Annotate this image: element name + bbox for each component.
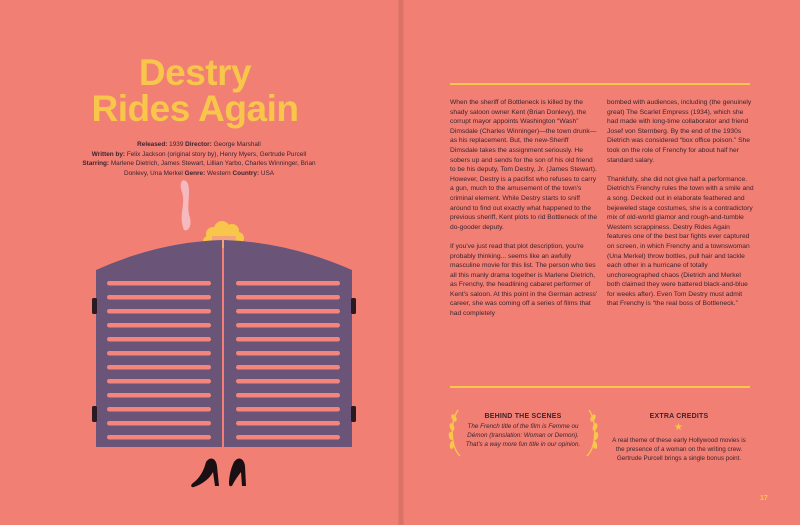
- left-saloon-door: [96, 240, 222, 447]
- director-value: George Marshall: [213, 141, 261, 148]
- laurel-right-icon: [585, 408, 599, 458]
- body-column-1: [450, 98, 598, 328]
- behind-scenes-text: The French title of the film is Femme ou Démon (translation: Woman or Demon). That's a way more fun title in our opinion.: [465, 423, 581, 449]
- written-value: Felix Jackson (original story by), Henry Myers, Gertrude Purcell: [126, 150, 307, 158]
- paragraph: Thankfully, she did not give half a performance. Dietrich's Frenchy rules the town with a smile and a song. Decked out in elaborate feathered and bejeweled stage costumes, she is a contradictory mix of old-world glamor and rough-and-tumble Western scrappiness. Destry Rides Again features one of the best bar fights ever captured on screen, in which Frenchy and a townswoman (Una Merkel) throw bottles, pull hair and tackle each other in a hurricane of totally unchoreographed chaos (Dietrich and Merkel both claimed they were battered black-and-blue for weeks after). Even Tom Destry must admit that Frenchy is “the real boss of Bottleneck.”: [607, 175, 754, 308]
- released-label: Released:: [137, 141, 168, 148]
- paragraph: If you've just read that plot description, you're probably thinking... seems like an awfully masculine movie for this list. The person who ties all this manly drama together is Marlene Dietrich, as Frenchy, the headlining cabaret performer of Kent's saloon. At this point in the German actress' career, she was coming off a series of films that had completely: [450, 242, 598, 318]
- director-label: Director:: [185, 141, 212, 148]
- country-label: Country:: [232, 169, 260, 177]
- star-icon: ★: [674, 422, 683, 433]
- written-label: Written by:: [91, 150, 126, 158]
- film-title-line-2: Rides Again: [91, 88, 299, 129]
- starring-label: Starring:: [82, 160, 110, 167]
- top-rule: [450, 83, 750, 85]
- behind-scenes-title: BEHIND THE SCENES: [484, 413, 562, 420]
- right-saloon-door: [224, 240, 352, 447]
- page-number: 17: [760, 495, 768, 502]
- paragraph: When the sheriff of Bottleneck is killed by the shady saloon owner Kent (Brian Donlevy), the corrupt mayor appoints Washington “Wash” Dimsdale (Charles Winninger)—the town drunk—as his replacement. But, the new-Sheriff Dimsdale takes the assignment seriously. He sobers up and sends for the son of his old friend to be his deputy, Tom Destry, Jr. (James Stewart). However, Destry is a pacifist who refuses to carry a gun, much to the amusement of the town's criminal element. While Destry starts to sniff around to find out exactly what happened to the previous sheriff, Kent plots to rid Bottleneck of the do-gooder deputy.: [450, 99, 598, 231]
- starring-value: Marlene Dietrich, James Stewart, Lillian Yarbo, Charles Winninger, Brian Donlevy, Una Merkel: [110, 160, 316, 177]
- extra-credits-text: A real theme of these early Hollywood movies is the presence of a woman on the writing crew. Gertrude Purcell brings a single bonus point.: [612, 437, 746, 463]
- released-value: 1939: [169, 141, 184, 148]
- high-heels-icon: [191, 459, 246, 488]
- feather-icon: [181, 180, 191, 230]
- extra-credits-title: EXTRA CREDITS: [649, 413, 709, 420]
- paragraph: bombed with audiences, including (the genuinely great) The Scarlet Empress (1934), which she had made with long-time collaborator and friend Josef von Sternberg. By the end of the 1930s Dietrich was considered “box office poison.” She took on the role of Frenchy for about half her standard salary.: [607, 99, 752, 164]
- genre-value: Western: [207, 169, 231, 177]
- body-column-2: [607, 98, 755, 319]
- film-title-line-1: Destry: [138, 52, 252, 93]
- country-value: USA: [260, 169, 275, 177]
- genre-label: Genre:: [184, 169, 206, 177]
- bottom-rule: [450, 386, 750, 388]
